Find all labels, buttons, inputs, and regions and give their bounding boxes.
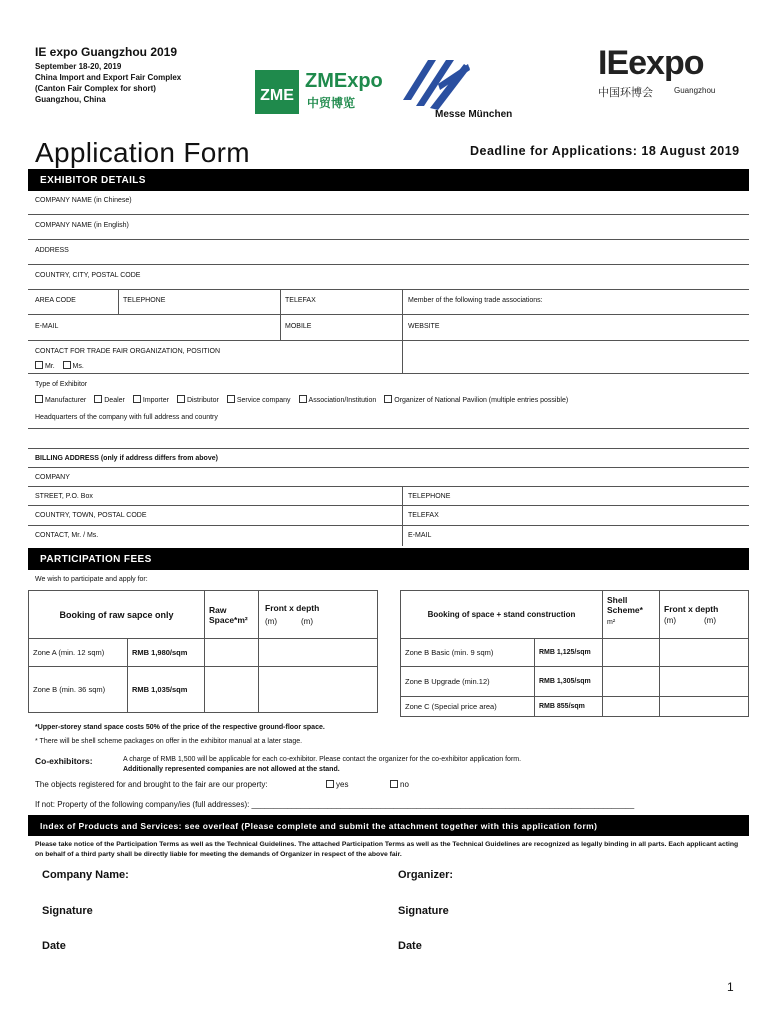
- raw-space-table: [28, 590, 378, 713]
- shell-header-cell: [603, 591, 660, 639]
- date-left-label[interactable]: Date: [42, 940, 66, 952]
- stand-zone-upgrade: Zone B Upgrade (min.12): [401, 667, 535, 697]
- ieexpo-logo-text: IEexpo: [598, 44, 704, 82]
- contact-label: CONTACT FOR TRADE FAIR ORGANIZATION, POSITION: [35, 348, 220, 355]
- raw-dims-a-input[interactable]: [259, 639, 378, 667]
- ieexpo-logo: [582, 44, 722, 100]
- headquarters-label: Headquarters of the company with full address and country: [35, 414, 218, 421]
- mr-checkbox[interactable]: [35, 361, 43, 369]
- raw-front-depth-label: Front x depth: [265, 603, 320, 613]
- signature-left-label[interactable]: Signature: [42, 905, 93, 917]
- yes-label: yes: [336, 780, 349, 789]
- country-city-label: COUNTRY, CITY, POSTAL CODE: [35, 272, 141, 279]
- billing-street-label[interactable]: STREET, P.O. Box: [35, 493, 93, 500]
- yes-checkbox[interactable]: [326, 780, 334, 788]
- messe-muenchen-logo: [398, 60, 520, 122]
- raw-price-b: RMB 1,035/sqm: [128, 667, 205, 713]
- company-en-field[interactable]: [28, 215, 749, 240]
- note-shell-scheme: * There will be shell scheme packages on offer in the exhibitor manual at a later stage.: [35, 738, 303, 745]
- zmexpo-logo-text: ZMExpo: [305, 70, 383, 92]
- raw-row-zone-a: [29, 639, 378, 667]
- billing-contact-label[interactable]: CONTACT, Mr. / Ms.: [35, 532, 99, 539]
- event-title: IE expo Guangzhou 2019: [35, 45, 178, 59]
- signature-right-label[interactable]: Signature: [398, 905, 449, 917]
- type-service-company[interactable]: Service company: [227, 397, 291, 404]
- venue-city: Guangzhou, China: [35, 95, 106, 104]
- stand-m2: (m): [704, 616, 716, 625]
- co-exhibitors-text-1: A charge of RMB 1,500 will be applicable for each co-exhibitor. Please contact the organizer for the co-exhibitor application form.: [123, 756, 522, 763]
- country-city-field[interactable]: [28, 265, 749, 290]
- note-upper-storey: *Upper-storey stand space costs 50% of the price of the respective ground-floor space.: [35, 724, 325, 731]
- raw-row-zone-b: [29, 667, 378, 713]
- exhibitor-type-row: [28, 374, 749, 408]
- shell-upgrade-input[interactable]: [603, 667, 660, 697]
- svg-text:ZME: ZME: [260, 87, 294, 104]
- co-exhibitors-text-2: Additionally represented companies are not allowed at the stand.: [123, 766, 340, 773]
- stand-table: [400, 590, 749, 717]
- venue-line-2: (Canton Fair Complex for short): [35, 84, 156, 93]
- billing-country-label[interactable]: COUNTRY, TOWN, POSTAL CODE: [35, 512, 147, 519]
- email-row: [28, 315, 749, 341]
- stand-dims-upgrade-input[interactable]: [660, 667, 749, 697]
- fees-intro: We wish to participate and apply for:: [35, 576, 148, 583]
- billing-company-label: COMPANY: [35, 474, 70, 481]
- raw-zone-b: Zone B (min. 36 sqm): [29, 667, 128, 713]
- shell-basic-input[interactable]: [603, 639, 660, 667]
- type-manufacturer[interactable]: Manufacturer: [35, 397, 86, 404]
- billing-telephone-label[interactable]: TELEPHONE: [408, 493, 451, 500]
- company-cn-label: COMPANY NAME (in Chinese): [35, 197, 132, 204]
- telephone-label[interactable]: TELEPHONE: [123, 297, 166, 304]
- stand-price-upgrade: RMB 1,305/sqm: [535, 667, 603, 697]
- stand-dims-basic-input[interactable]: [660, 639, 749, 667]
- shell-header: Shell Scheme*: [607, 595, 643, 615]
- stand-m1: (m): [664, 616, 676, 625]
- page-number: 1: [727, 980, 734, 994]
- terms-notice: Please take notice of the Participation Terms as well as the Technical Guidelines. The attached Participation Terms as well as the Technical Guidelines are recognized as legally binding in all parts. Each applicant acting on behalf of a third party shall be directly liable for meeting the demands of Organizer in respect of the above fair.: [35, 841, 739, 858]
- co-exhibitors-label: Co-exhibitors:: [35, 756, 93, 766]
- stand-row-zone-c: [401, 697, 749, 717]
- type-distributor[interactable]: Distributor: [177, 397, 219, 404]
- ms-label: Ms.: [72, 363, 84, 370]
- shell-unit: m²: [607, 619, 616, 626]
- mobile-label[interactable]: MOBILE: [285, 323, 312, 330]
- date-right-label[interactable]: Date: [398, 940, 422, 952]
- zmexpo-logo: [255, 68, 385, 118]
- page-title: Application Form: [35, 137, 250, 168]
- type-importer[interactable]: Importer: [133, 397, 169, 404]
- telefax-label[interactable]: TELEFAX: [285, 297, 316, 304]
- billing-title-row: [28, 449, 749, 468]
- objects-yes-option[interactable]: [326, 780, 348, 789]
- type-national-pavilion[interactable]: Organizer of National Pavilion (multiple entries possible): [384, 397, 568, 404]
- no-checkbox[interactable]: [390, 780, 398, 788]
- raw-m1: (m): [265, 617, 277, 626]
- billing-country-row: [28, 506, 749, 526]
- raw-space-header: Raw Space*m²: [205, 591, 259, 639]
- raw-zone-a: Zone A (min. 12 sqm): [29, 639, 128, 667]
- billing-title: BILLING ADDRESS (only if address differs from above): [35, 455, 218, 462]
- salutation-options: [35, 361, 84, 370]
- email-label[interactable]: E-MAIL: [35, 323, 59, 330]
- zmexpo-logo-sub: 中贸博览: [307, 96, 356, 110]
- raw-space-b-input[interactable]: [205, 667, 259, 713]
- billing-company-field[interactable]: [28, 468, 749, 487]
- stand-zone-c: Zone C (Special price area): [401, 697, 535, 717]
- stand-row-basic: [401, 639, 749, 667]
- stand-price-c: RMB 855/sqm: [535, 697, 603, 717]
- stand-front-depth-cell: [660, 591, 749, 639]
- billing-contact-row: [28, 526, 749, 546]
- exhibitor-details-bar: EXHIBITOR DETAILS: [28, 169, 749, 191]
- event-dates: September 18-20, 2019: [35, 62, 122, 71]
- deadline: Deadline for Applications: 18 August 2019: [470, 144, 740, 158]
- mr-label: Mr.: [45, 363, 55, 370]
- type-dealer[interactable]: Dealer: [94, 397, 125, 404]
- billing-telefax-label[interactable]: TELEFAX: [408, 512, 439, 519]
- website-label[interactable]: WEBSITE: [408, 323, 440, 330]
- contact-row[interactable]: [28, 341, 749, 374]
- raw-header: Booking of raw sapce only: [29, 591, 205, 639]
- headquarters-field[interactable]: [28, 408, 749, 429]
- organizer-label[interactable]: Organizer:: [398, 869, 454, 881]
- objects-question: The objects registered for and brought to the fair are our property:: [35, 780, 268, 789]
- raw-front-depth-cell: [259, 591, 378, 639]
- company-cn-field[interactable]: [28, 191, 749, 215]
- if-not-property-line[interactable]: If not: Property of the following company/ies (full addresses): ______________________________________________________________________________________: [35, 800, 635, 809]
- type-association[interactable]: Association/Institution: [299, 397, 377, 404]
- stand-price-basic: RMB 1,125/sqm: [535, 639, 603, 667]
- exhibitor-type-label: Type of Exhibitor: [35, 381, 88, 388]
- exhibitor-type-options: [35, 395, 576, 404]
- headquarters-blank-line[interactable]: [28, 429, 749, 449]
- trade-assoc-label[interactable]: Member of the following trade associations:: [408, 297, 543, 304]
- address-field[interactable]: [28, 240, 749, 265]
- index-products-bar: Index of Products and Services: see overleaf (Please complete and submit the attachment together with this application form): [28, 815, 749, 836]
- billing-email-label[interactable]: E-MAIL: [408, 532, 432, 539]
- stand-dims-c-input[interactable]: [660, 697, 749, 717]
- venue-line-1: China Import and Export Fair Complex: [35, 73, 182, 82]
- company-en-label: COMPANY NAME (in English): [35, 222, 129, 229]
- stand-row-upgrade: [401, 667, 749, 697]
- stand-zone-basic: Zone B Basic (min. 9 sqm): [401, 639, 535, 667]
- company-name-label[interactable]: Company Name:: [42, 869, 129, 881]
- objects-no-option[interactable]: [390, 780, 409, 789]
- ieexpo-logo-sub: 中国环博会: [598, 87, 653, 99]
- stand-header: Booking of space + stand construction: [401, 591, 603, 639]
- no-label: no: [400, 780, 409, 789]
- raw-space-a-input[interactable]: [205, 639, 259, 667]
- raw-price-a: RMB 1,980/sqm: [128, 639, 205, 667]
- participation-fees-bar: PARTICIPATION FEES: [28, 548, 749, 570]
- shell-c-input[interactable]: [603, 697, 660, 717]
- address-label: ADDRESS: [35, 247, 69, 254]
- stand-front-depth-label: Front x depth: [664, 604, 719, 614]
- raw-m2: (m): [301, 617, 313, 626]
- messe-muenchen-logo-text: Messe München: [435, 109, 513, 120]
- phone-row: [28, 290, 749, 315]
- raw-dims-b-input[interactable]: [259, 667, 378, 713]
- ms-checkbox[interactable]: [63, 361, 71, 369]
- area-code-label[interactable]: AREA CODE: [35, 297, 76, 304]
- billing-street-row: [28, 487, 749, 506]
- ieexpo-logo-city: Guangzhou: [674, 86, 716, 95]
